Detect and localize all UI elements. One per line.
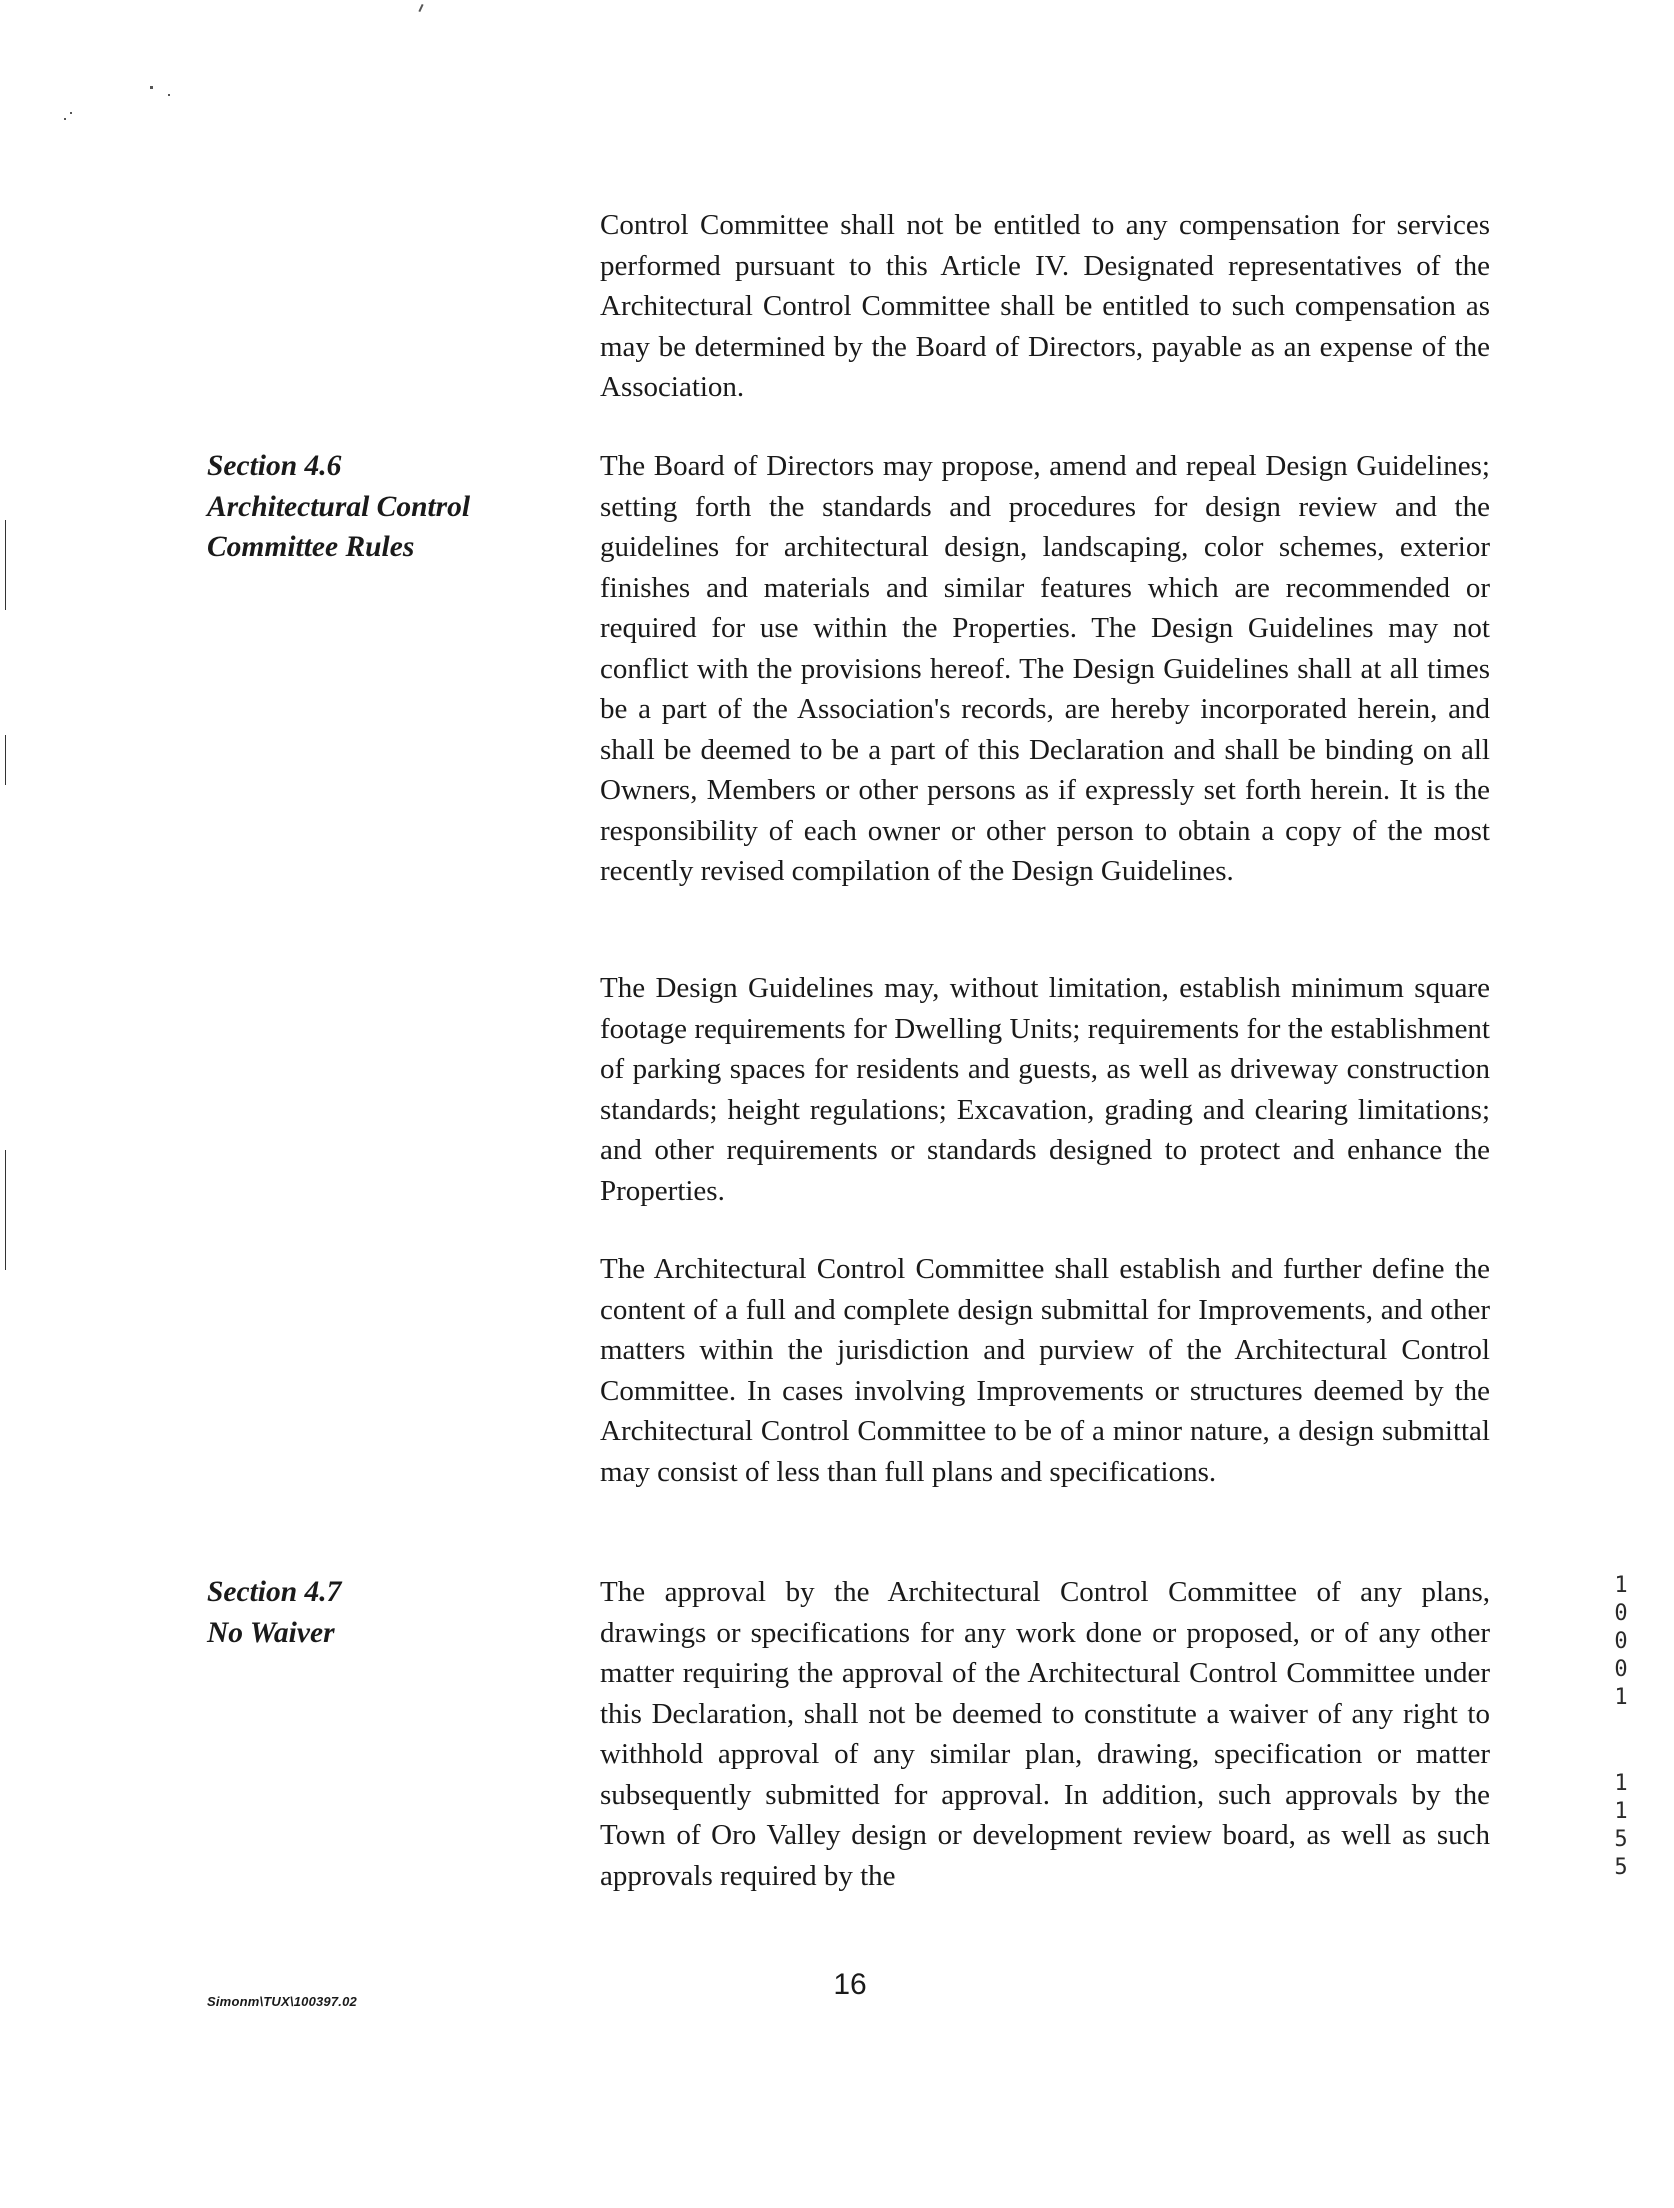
stamp-digit: 5 [1614, 1855, 1628, 1880]
stamp-digit: 1 [1614, 1685, 1628, 1710]
scan-speck [418, 4, 423, 12]
scan-speck [150, 86, 153, 89]
stamp-digit: 1 [1614, 1573, 1628, 1598]
stamp-digit: 0 [1614, 1629, 1628, 1654]
stamp-digit: 1 [1614, 1799, 1628, 1824]
section-title: Committee Rules [207, 531, 415, 563]
section-number: Section 4.6 [207, 450, 342, 482]
stamp-digit: 1 [1614, 1771, 1628, 1796]
paragraph-design-guidelines: The Board of Directors may propose, amend and repeal Design Guidelines; setting forth the standards and procedures for design review and the guidelines for architectural design, landscaping, color schemes, exterior finishes and materials and similar features which are recommended or required for use within the Properties. The Design Guidelines may not conflict with the provisions hereof. The Design Guidelines shall at all times be a part of the Association's records, are hereby incorporated herein, and shall be deemed to be a part of this Declaration and shall be binding on all Owners, Members or other persons as if expressly set forth herein. It is the responsibility of each owner or other person to obtain a copy of the most recently revised compilation of the Design Guidelines. [600, 450, 1490, 887]
section-4-6-heading [207, 446, 567, 568]
paragraph-no-waiver: The approval by the Architectural Control Committee of any plans, drawings or specifications for any work done or proposed, or of any other matter requiring the approval of the Architectural Control Committee under this Declaration, shall not be deemed to constitute a waiver of any right to withhold approval of any similar plan, drawing, specification or matter subsequently submitted for approval. In addition, such approvals by the Town of Oro Valley design or development review board, as well as such approvals required by the [600, 1576, 1490, 1892]
scan-edge-mark [5, 1150, 6, 1270]
section-title: No Waiver [207, 1616, 335, 1649]
scan-edge-mark [5, 735, 6, 785]
scan-speck [70, 112, 72, 114]
section-title: Architectural Control [207, 490, 471, 523]
scan-speck [64, 118, 66, 120]
scan-speck [168, 94, 170, 96]
section-4-7-heading [207, 1572, 567, 1653]
paragraph-design-submittal: The Architectural Control Committee shall establish and further define the content of a full and complete design submittal for Improvements, and other matters within the jurisdiction and purview of the Architectural Control Committee. In cases involving Improvements or structures deemed by the Architectural Control Committee to be of a minor nature, a design submittal may consist of less than full plans and specifications. [600, 1253, 1490, 1488]
footer-file-reference: Simonm\TUX\100397.02 [207, 1994, 357, 2009]
paragraph-compensation: Control Committee shall not be entitled to any compensation for services performed pursuant to this Article IV. Designated representatives of the Architectural Control Committee shall be entitled to such compensation as may be determined by the Board of Directors, payable as an expense of the Association. [600, 209, 1490, 403]
stamp-digit: 0 [1614, 1657, 1628, 1682]
section-number: Section 4.7 [207, 1576, 342, 1608]
stamp-digit: 5 [1614, 1827, 1628, 1852]
scan-edge-mark [5, 520, 6, 610]
stamp-digit: 0 [1614, 1601, 1628, 1626]
page-number: 16 [833, 1968, 867, 2001]
side-stamp-top [1612, 1572, 1630, 1712]
paragraph-guideline-requirements: The Design Guidelines may, without limitation, establish minimum square footage requirements for Dwelling Units; requirements for the establishment of parking spaces for residents and guests, as well as driveway construction standards; height regulations; Excavation, grading and clearing limitations; and other requirements or standards designed to protect and enhance the Properties. [600, 972, 1490, 1207]
side-stamp-bottom [1612, 1770, 1630, 1882]
